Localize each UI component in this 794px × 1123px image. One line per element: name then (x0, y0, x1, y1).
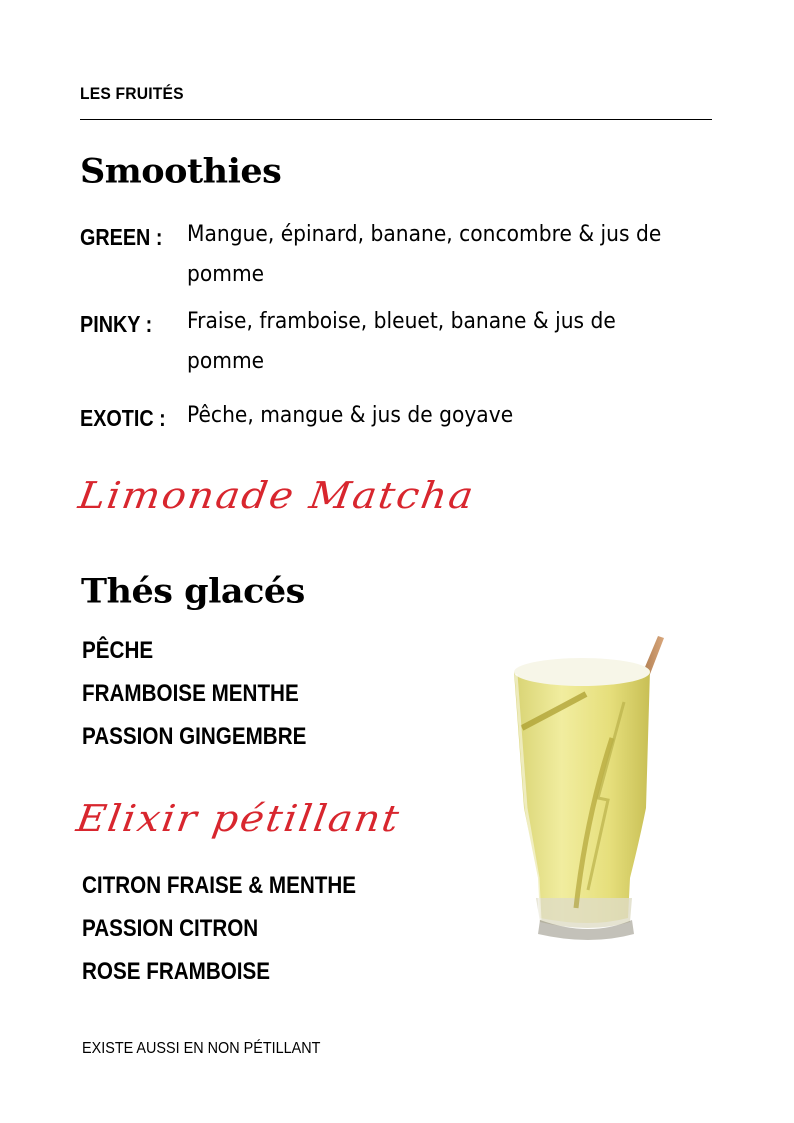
smoothies-heading: Smoothies (80, 152, 282, 191)
list-item: ROSE FRAMBOISE (82, 958, 271, 985)
list-item: PASSION CITRON (82, 915, 259, 942)
limonade-heading: Limonade Matcha (75, 475, 478, 518)
list-item: CITRON FRAISE & MENTHE (82, 872, 357, 899)
lemonade-glass-image (500, 628, 680, 948)
smoothie-name: PINKY : (80, 311, 153, 337)
smoothie-name: GREEN : (80, 224, 163, 250)
smoothie-description: Fraise, framboise, bleuet, banane & jus de pomme (187, 309, 616, 374)
smoothie-description: Mangue, épinard, banane, concombre & jus de pomme (187, 222, 662, 287)
section-label: LES FRUITÉS (80, 84, 184, 103)
smoothie-item-pinky (80, 302, 720, 382)
smoothie-description: Pêche, mangue & jus de goyave (187, 403, 514, 428)
smoothie-item-green (80, 215, 720, 295)
list-item: PASSION GINGEMBRE (82, 723, 307, 750)
list-item: PÊCHE (82, 637, 154, 664)
thes-heading: Thés glacés (81, 572, 305, 611)
elixir-heading: Elixir pétillant (73, 798, 404, 841)
smoothie-name: EXOTIC : (80, 405, 166, 431)
smoothie-item-exotic (80, 396, 720, 438)
footnote: EXISTE AUSSI EN NON PÉTILLANT (82, 1040, 321, 1057)
list-item: FRAMBOISE MENTHE (82, 680, 299, 707)
header-divider (80, 119, 712, 120)
